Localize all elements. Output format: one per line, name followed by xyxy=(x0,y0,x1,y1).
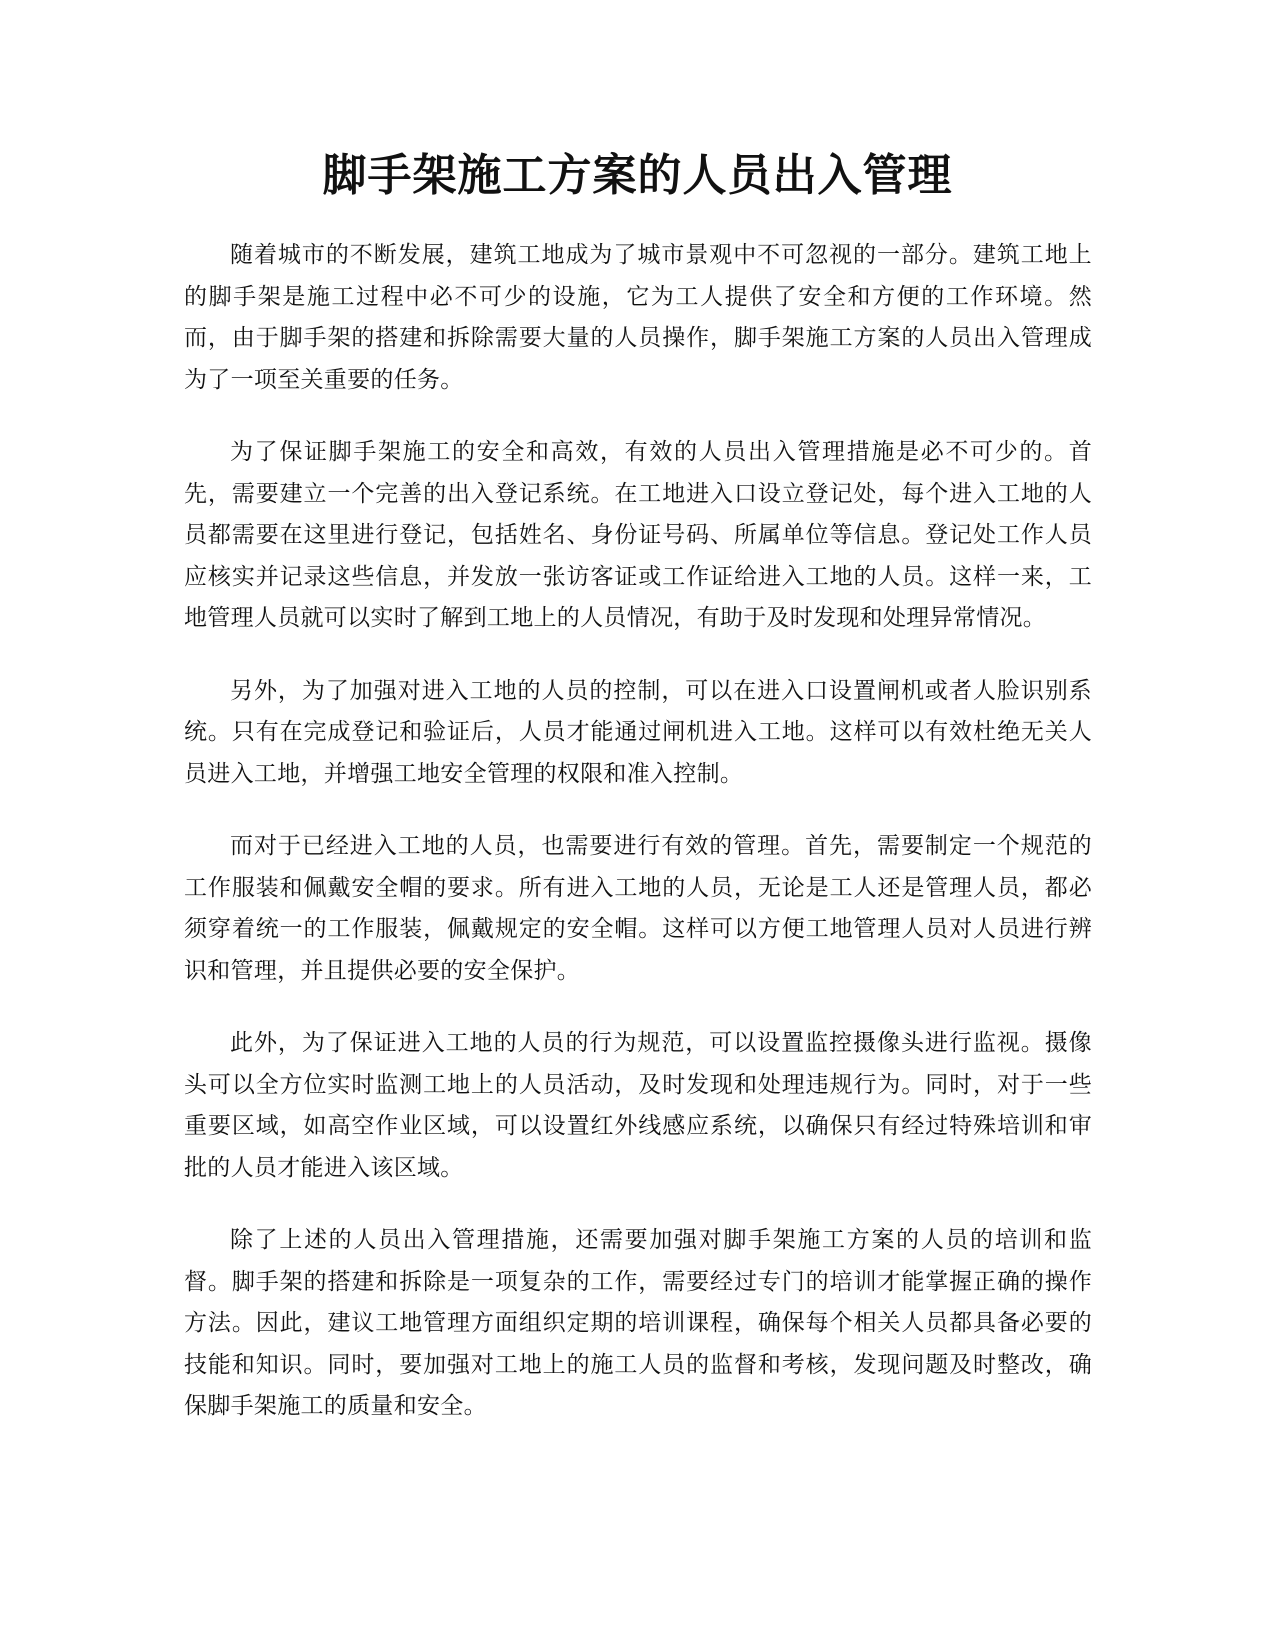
paragraph-2: 为了保证脚手架施工的安全和高效，有效的人员出入管理措施是必不可少的。首先，需要建立一个完善的出入登记系统。在工地进入口设立登记处，每个进入工地的人员都需要在这里进行登记，包括姓名、身份证号码、所属单位等信息。登记处工作人员应核实并记录这些信息，并发放一张访客证或工作证给进入工地的人员。这样一来，工地管理人员就可以实时了解到工地上的人员情况，有助于及时发现和处理异常情况。 xyxy=(184,439,1092,631)
document-title: 脚手架施工方案的人员出入管理 xyxy=(322,150,953,201)
document-body xyxy=(184,235,1092,1459)
paragraph-5: 此外，为了保证进入工地的人员的行为规范，可以设置监控摄像头进行监视。摄像头可以全方位实时监测工地上的人员活动，及时发现和处理违规行为。同时，对于一些重要区域，如高空作业区域，可以设置红外线感应系统，以确保只有经过特殊培训和审批的人员才能进入该区域。 xyxy=(184,1030,1092,1181)
paragraph-4: 而对于已经进入工地的人员，也需要进行有效的管理。首先，需要制定一个规范的工作服装和佩戴安全帽的要求。所有进入工地的人员，无论是工人还是管理人员，都必须穿着统一的工作服装，佩戴规定的安全帽。这样可以方便工地管理人员对人员进行辨识和管理，并且提供必要的安全保护。 xyxy=(184,833,1092,984)
paragraph-3: 另外，为了加强对进入工地的人员的控制，可以在进入口设置闸机或者人脸识别系统。只有在完成登记和验证后，人员才能通过闸机进入工地。这样可以有效杜绝无关人员进入工地，并增强工地安全管理的权限和准入控制。 xyxy=(184,677,1092,787)
paragraph-1: 随着城市的不断发展，建筑工地成为了城市景观中不可忽视的一部分。建筑工地上的脚手架是施工过程中必不可少的设施，它为工人提供了安全和方便的工作环境。然而，由于脚手架的搭建和拆除需要大量的人员操作，脚手架施工方案的人员出入管理成为了一项至关重要的任务。 xyxy=(184,242,1092,393)
paragraph-6: 除了上述的人员出入管理措施，还需要加强对脚手架施工方案的人员的培训和监督。脚手架的搭建和拆除是一项复杂的工作，需要经过专门的培训才能掌握正确的操作方法。因此，建议工地管理方面组织定期的培训课程，确保每个相关人员都具备必要的技能和知识。同时，要加强对工地上的施工人员的监督和考核，发现问题及时整改，确保脚手架施工的质量和安全。 xyxy=(184,1227,1092,1419)
